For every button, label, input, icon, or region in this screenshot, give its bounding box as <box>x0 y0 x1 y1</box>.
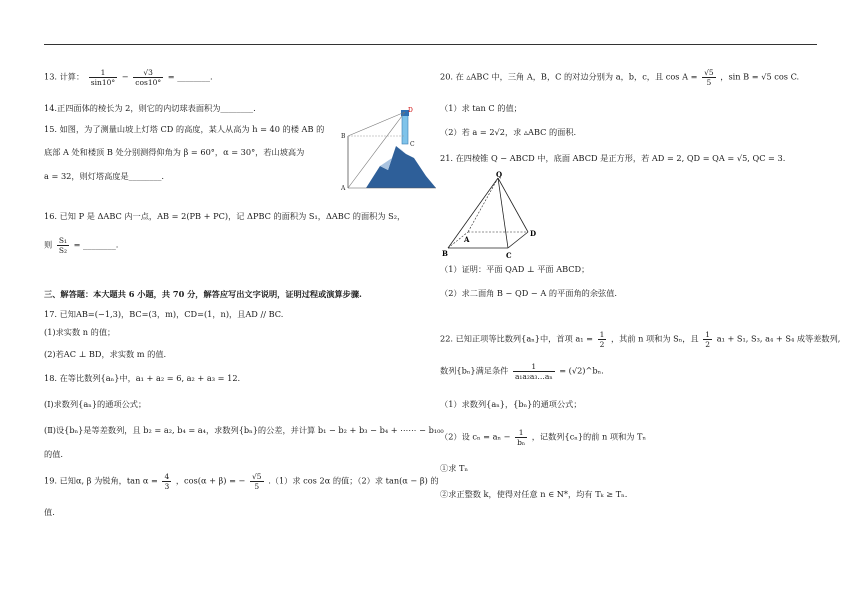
q13-prefix: 13. 计算： <box>44 71 85 82</box>
q16-prefix: 则 <box>44 239 53 250</box>
q13-suffix: = ________. <box>167 71 213 82</box>
q22-l4-den: bₙ <box>517 438 526 447</box>
q19-f2-den: 5 <box>254 482 260 491</box>
question-20-line-3: （2）若 a = 2√2，求 ▵ABC 的面积. <box>440 127 577 137</box>
question-18-line-2: (Ⅰ)求数列{aₙ}的通项公式； <box>44 399 147 409</box>
question-21-line-1: 21. 在四棱锥 Q − ABCD 中，底面 ABCD 是正方形，若 AD = 2, QD = QA = √5, QC = 3. <box>440 153 786 163</box>
q20-suffix: ，sin B = √5 cos C. <box>720 71 800 82</box>
q22-suffix: a₁ + S₁, S₃, a₄ + S₄ 成等差数列, <box>716 333 841 344</box>
q22-f1-num: 1 <box>599 330 605 339</box>
question-21-line-3: （2）求二面角 B − QD − A 的平面角的余弦值. <box>440 288 617 298</box>
question-21-figure <box>440 170 540 262</box>
q20-fraction <box>702 68 716 87</box>
q22-l4-prefix: （2）设 cₙ = aₙ − <box>440 431 511 442</box>
edge-cd <box>508 232 528 248</box>
header-rule <box>44 44 817 45</box>
label-d: D <box>408 107 413 114</box>
q19-mid: ，cos(α + β) = − <box>175 475 246 486</box>
edge-qb <box>448 178 498 248</box>
q22-mid: ，其前 n 项和为 Sₙ，且 <box>610 333 699 344</box>
q19-prefix: 19. 已知α, β 为锐角，tan α = <box>44 475 158 486</box>
question-17-line-3: (2)若AC ⊥ BD，求实数 m 的值. <box>44 349 167 359</box>
question-14: 14.正四面体的棱长为 2，则它的内切球表面积为________. <box>44 103 256 113</box>
q13-fraction-1 <box>89 68 117 87</box>
q22-l4-fraction <box>515 428 527 447</box>
q22-l2-den: a₁a₂a₃…aₙ <box>514 372 553 381</box>
question-18-line-3: (Ⅱ)设{bₙ}是等差数列，且 b₂ = a₂, b₄ = a₄，求数列{bₙ}的公差，并计算 b₁ − b₂ + b₃ − b₄ + ⋯⋯ − b₁₀₀ <box>44 425 444 435</box>
question-18-line-1: 18. 在等比数列{aₙ}中，a₁ + a₂ = 6, a₂ + a₃ = 12. <box>44 373 241 383</box>
label-a: A <box>464 235 470 244</box>
q19-f1-num: 4 <box>164 472 170 481</box>
label-b: B <box>442 249 448 258</box>
question-22-line-2 <box>440 362 604 381</box>
question-16-line-1: 16. 已知 P 是 ΔABC 内一点，AB = 2(PB + PC)，记 ΔPBC 的面积为 S₁，ΔABC 的面积为 S₂， <box>44 211 406 221</box>
question-22-line-5: ①求 Tₙ <box>440 463 468 473</box>
question-17-line-2: (1)求实数 n 的值； <box>44 327 116 337</box>
q16-num: S₁ <box>58 236 67 245</box>
q19-fraction-2 <box>250 472 264 491</box>
q13-f1-num: 1 <box>89 68 117 78</box>
q20-den: 5 <box>706 78 712 87</box>
q22-f1-den: 2 <box>599 340 605 349</box>
q20-prefix: 20. 在 ▵ABC 中，三角 A，B，C 的对边分别为 a，b，c，且 cos A = <box>440 71 698 82</box>
q19-suffix: .（1）求 cos 2α 的值；（2）求 tan(α − β) 的 <box>268 475 439 486</box>
question-19-line-2: 值. <box>44 507 55 517</box>
question-13 <box>44 68 213 87</box>
question-15-line-1: 15. 如图，为了测量山坡上灯塔 CD 的高度，某人从高为 h = 40 的楼 AB 的 <box>44 124 325 134</box>
question-22-line-4 <box>440 428 646 447</box>
q13-f1-den: sin10° <box>90 78 116 87</box>
question-22-line-3: （1）求数列{aₙ}，{bₙ}的通项公式； <box>440 399 582 409</box>
edge-qa <box>468 178 498 232</box>
q22-l4-num: 1 <box>515 428 527 438</box>
question-18-line-4: 的值. <box>44 449 63 459</box>
question-21-line-2: （1）证明：平面 QAD ⊥ 平面 ABCD； <box>440 264 590 274</box>
label-c: C <box>506 251 512 260</box>
question-22-line-1 <box>440 330 840 349</box>
q13-minus: − <box>121 71 129 82</box>
q19-f1-den: 3 <box>164 482 170 491</box>
question-20-line-2: （1）求 tan C 的值； <box>440 103 522 113</box>
q13-fraction-2 <box>133 68 163 87</box>
q22-l4-suffix: ，记数列{cₙ}的前 n 项和为 Tₙ <box>531 431 647 442</box>
edge-qd <box>498 178 528 232</box>
label-a: A <box>341 185 346 192</box>
lighthouse-tower <box>402 114 408 144</box>
q22-f2-num: 1 <box>705 330 711 339</box>
question-20-line-1 <box>440 68 799 87</box>
question-15-figure <box>336 106 440 194</box>
q22-l2-suffix: = (√2)^bₙ. <box>559 365 604 376</box>
question-17-line-1: 17. 已知AB=(−1,3)，BC=(3，m)，CD=(1，n)，且AD // BC. <box>44 309 284 319</box>
q16-den: S₂ <box>58 246 67 255</box>
label-d: D <box>530 229 537 238</box>
q19-fraction-1 <box>162 472 171 491</box>
q19-f2-num: √5 <box>252 472 262 481</box>
q22-l2-fraction <box>513 362 555 381</box>
q22-l2-num: 1 <box>513 362 555 372</box>
label-c: C <box>410 141 415 148</box>
label-q: Q <box>496 170 503 179</box>
q20-num: √5 <box>704 68 714 77</box>
edge-qc <box>498 178 508 248</box>
q22-prefix: 22. 已知正项等比数列{aₙ}中，首项 a₁ = <box>440 333 593 344</box>
q22-fraction-1 <box>598 330 607 349</box>
q13-f2-den: cos10° <box>135 78 162 87</box>
q22-f2-den: 2 <box>705 340 711 349</box>
q16-suffix: = ________. <box>73 239 119 250</box>
q22-fraction-2 <box>703 330 712 349</box>
question-19-line-1 <box>44 472 439 491</box>
question-15-line-3: a = 32，则灯塔高度是________. <box>44 171 165 181</box>
question-15-line-2: 底部 A 处和楼顶 B 处分别测得仰角为 β = 60°，α = 30°，若山坡高为 <box>44 147 305 157</box>
label-b: B <box>341 133 346 140</box>
question-22-line-6: ②求正整数 k，使得对任意 n ∈ N*，均有 Tₖ ≥ Tₙ. <box>440 489 628 499</box>
q16-fraction <box>57 236 69 255</box>
q13-f2-num: √3 <box>133 68 163 78</box>
q22-l2-prefix: 数列{bₙ}满足条件 <box>440 365 509 376</box>
question-16-line-2 <box>44 236 118 255</box>
section-3-heading: 三、解答题：本大题共 6 小题，共 70 分，解答应写出文字说明，证明过程或演算步骤. <box>44 289 362 299</box>
